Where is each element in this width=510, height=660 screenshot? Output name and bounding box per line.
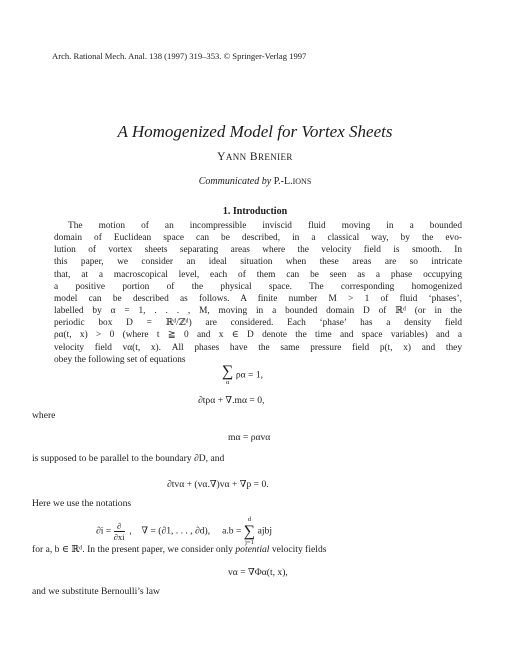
author-name: YANN BRENIER bbox=[217, 151, 293, 163]
paragraph-line: The motion of an incompressible inviscid fluid moving in a bounded bbox=[68, 221, 462, 231]
communicated-by: Communicated by P.-L.IONS bbox=[198, 176, 312, 187]
text-notations: Here we use the notations bbox=[32, 498, 132, 509]
text-parallel-boundary: is supposed to be parallel to the boundary ∂D, and bbox=[32, 453, 225, 464]
paragraph-line: model can be described as follows. A finite number M > 1 of fluid ‘phases’, bbox=[54, 293, 462, 304]
paragraph-line: ρα(t, x) > 0 (where t ≧ 0 and x ∈ D denote the time and space variables) and a bbox=[54, 330, 462, 341]
paragraph-line: this paper, we consider an ideal situation when these areas are so intricate bbox=[54, 257, 462, 268]
equation-notations: ∂i = $\frac{\partial}{\partial xi}$ , ∇ = (∂1, . . . , ∂d), a.b = d ∑ j=1 ajbj bbox=[96, 516, 272, 546]
paragraph-line: lution of vortex sheets separating areas where the velocity field is smooth. In bbox=[54, 245, 462, 256]
equation-potential-field: vα = ∇Φα(t, x), bbox=[228, 567, 288, 578]
equation-continuity: ∂tρα + ∇.mα = 0, bbox=[198, 395, 265, 406]
paragraph-line: labelled by α = 1, . . . , M, moving in a bounded domain D of ℝᵈ (or in the bbox=[54, 306, 462, 317]
section-heading: 1. Introduction bbox=[222, 206, 288, 217]
paragraph-line: domain of Euclidean space can be described, in a classical way, by the evo- bbox=[54, 233, 462, 244]
text-bernoulli: and we substitute Bernoulli’s law bbox=[32, 586, 160, 597]
equation-sum-density: ∑ α ρα = 1, bbox=[222, 363, 264, 386]
paper-title: A Homogenized Model for Vortex Sheets bbox=[117, 122, 393, 141]
text-for-ab: for a, b ∈ ℝᵈ. In the present paper, we consider only potential velocity fields bbox=[32, 544, 327, 555]
paragraph-line: that, at a macroscopical level, each of them can be seen as a phase occupying bbox=[54, 269, 462, 280]
text-where: where bbox=[32, 410, 56, 421]
equation-momentum-definition: mα = ραvα bbox=[228, 432, 271, 443]
intro-paragraph bbox=[54, 220, 462, 366]
paragraph-line: periodic box D = ℝᵈ/ℤᵈ) are considered. Each ‘phase’ has a density field bbox=[54, 318, 462, 329]
paragraph-line: obey the following set of equations bbox=[54, 354, 186, 365]
paragraph-line: a positive portion of the physical space. The corresponding homogenized bbox=[54, 281, 462, 292]
journal-header: Arch. Rational Mech. Anal. 138 (1997) 319–353. © Springer-Verlag 1997 bbox=[52, 51, 307, 61]
equation-euler: ∂tvα + (vα.∇)vα + ∇p = 0. bbox=[167, 479, 269, 490]
paragraph-line: velocity field vα(t, x). All phases have the same pressure field p(t, x) and they bbox=[54, 342, 462, 353]
